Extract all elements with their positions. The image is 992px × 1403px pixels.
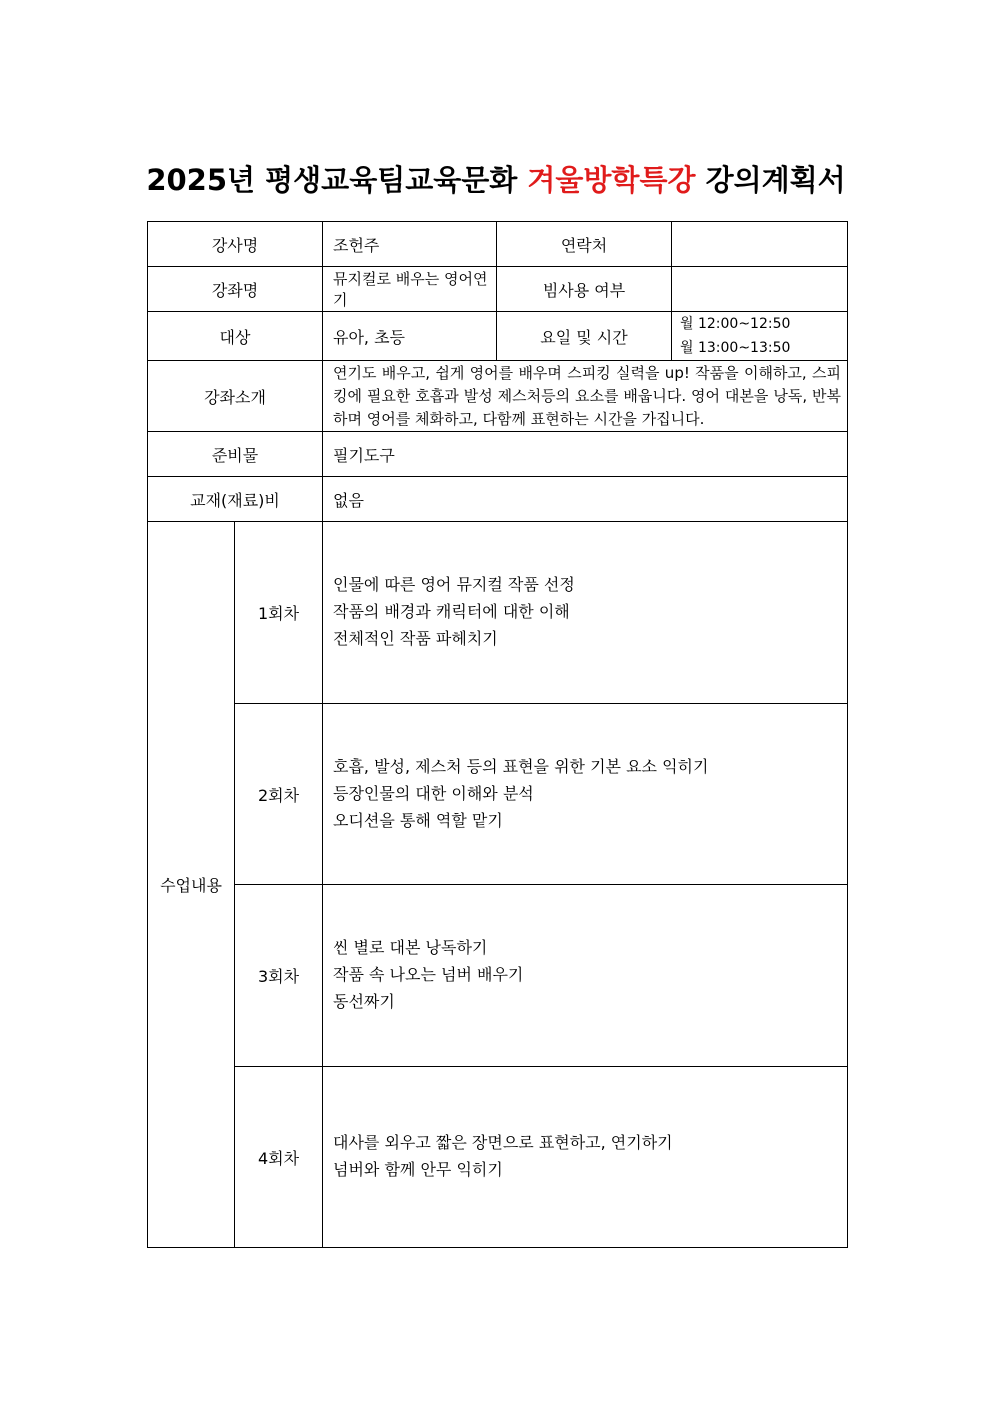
course-label: 강좌명	[148, 267, 323, 312]
row-materials	[148, 432, 848, 477]
session-line: 호흡, 발성, 제스처 등의 표현을 위한 기본 요소 익히기	[333, 757, 709, 776]
title-highlight: 겨울방학특강	[527, 163, 696, 197]
session-line: 오디션을 통해 역할 맡기	[333, 811, 503, 830]
session-line: 씬 별로 대본 낭독하기	[333, 938, 488, 957]
course-value: 뮤지컬로 배우는 영어연기	[323, 267, 497, 312]
schedule-line-2: 월 13:00~13:50	[680, 340, 791, 356]
session-line: 인물에 따른 영어 뮤지컬 작품 선정	[333, 575, 575, 594]
session-row	[148, 522, 848, 704]
page-title	[0, 158, 992, 199]
session-label: 4회차	[235, 1067, 323, 1248]
session-line: 넘버와 함께 안무 익히기	[333, 1160, 503, 1179]
instructor-label: 강사명	[148, 222, 323, 267]
schedule-value	[672, 312, 848, 361]
materials-value: 필기도구	[323, 432, 848, 477]
projector-label: 빔사용 여부	[497, 267, 672, 312]
target-label: 대상	[148, 312, 323, 361]
session-line: 등장인물의 대한 이해와 분석	[333, 784, 534, 803]
contact-label: 연락처	[497, 222, 672, 267]
materials-label: 준비물	[148, 432, 323, 477]
target-value: 유아, 초등	[323, 312, 497, 361]
schedule-label: 요일 및 시간	[497, 312, 672, 361]
session-line: 작품 속 나오는 넘버 배우기	[333, 965, 524, 984]
session-content	[323, 522, 848, 704]
session-label: 1회차	[235, 522, 323, 704]
intro-value: 연기도 배우고, 쉽게 영어를 배우며 스피킹 실력을 up! 작품을 이해하고, 스피킹에 필요한 호흡과 발성 제스처등의 요소를 배웁니다. 영어 대본을 낭독, 반복하며 영어를 체화하고, 다함께 표현하는 시간을 가집니다.	[323, 361, 848, 432]
session-line: 동선짜기	[333, 992, 395, 1011]
contact-value	[672, 222, 848, 267]
title-suffix: 강의계획서	[705, 163, 846, 197]
session-row	[148, 704, 848, 885]
row-intro	[148, 361, 848, 432]
row-course	[148, 267, 848, 312]
row-target	[148, 312, 848, 361]
row-fee	[148, 477, 848, 522]
session-content	[323, 704, 848, 885]
session-line: 작품의 배경과 캐릭터에 대한 이해	[333, 602, 570, 621]
session-row	[148, 885, 848, 1067]
session-line: 전체적인 작품 파헤치기	[333, 629, 498, 648]
session-line: 대사를 외우고 짧은 장면으로 표현하고, 연기하기	[333, 1133, 673, 1152]
intro-label: 강좌소개	[148, 361, 323, 432]
fee-label: 교재(재료)비	[148, 477, 323, 522]
session-label: 2회차	[235, 704, 323, 885]
instructor-value: 조헌주	[323, 222, 497, 267]
session-content	[323, 1067, 848, 1248]
row-instructor	[148, 222, 848, 267]
session-label: 3회차	[235, 885, 323, 1067]
content-label: 수업내용	[148, 522, 235, 1248]
session-content	[323, 885, 848, 1067]
title-main: 2025년 평생교육팀교육문화	[146, 163, 518, 197]
fee-value: 없음	[323, 477, 848, 522]
session-row	[148, 1067, 848, 1248]
lecture-plan-table	[147, 221, 848, 1248]
schedule-line-1: 월 12:00~12:50	[680, 316, 791, 332]
projector-value	[672, 267, 848, 312]
